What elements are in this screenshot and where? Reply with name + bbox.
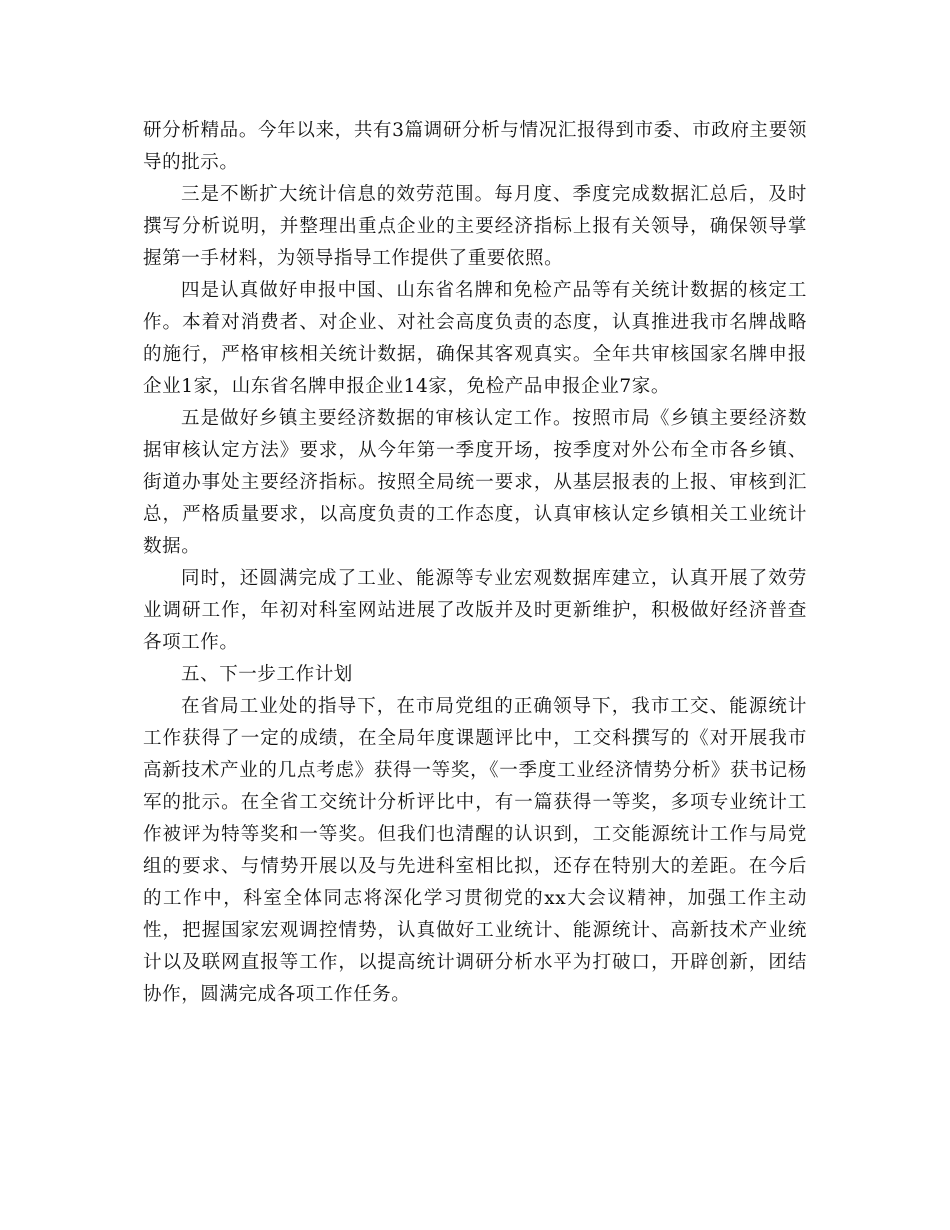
paragraph-point-five: 五是做好乡镇主要经济数据的审核认定工作。按照市局《乡镇主要经济数据审核认定方法》要求，从今年第一季度开场，按季度对外公布全市各乡镇、街道办事处主要经济指标。按照全局统一要求，从基层报表的上报、审核到汇总，严格质量要求，以高度负责的工作态度，认真审核认定乡镇相关工业统计数据。 bbox=[143, 408, 807, 557]
paragraph-point-three: 三是不断扩大统计信息的效劳范围。每月度、季度完成数据汇总后，及时撰写分析说明，并整理出重点企业的主要经济指标上报有关领导，确保领导掌握第一手材料，为领导指导工作提供了重要依照。 bbox=[143, 184, 807, 269]
document-page bbox=[143, 115, 807, 1011]
section-heading-next-plan: 五、下一步工作计划 bbox=[181, 664, 353, 685]
paragraph-plan-body: 在省局工业处的指导下，在市局党组的正确领导下，我市工交、能源统计工作获得了一定的成绩，在全局年度课题评比中，工交科撰写的《对开展我市高新技术产业的几点考虑》获得一等奖，《一季度工业经济情势分析》获书记杨军的批示。在全省工交统计分析评比中，有一篇获得一等奖，多项专业统计工作被评为特等奖和一等奖。但我们也清醒的认识到，工交能源统计工作与局党组的要求、与情势开展以及与先进科室相比拟，还存在特别大的差距。在今后的工作中，科室全体同志将深化学习贯彻党的xx大会议精神，加强工作主动性，把握国家宏观调控情势，认真做好工业统计、能源统计、高新技术产业统计以及联网直报等工作，以提高统计调研分析水平为打破口，开辟创新，团结协作，圆满完成各项工作任务。 bbox=[143, 696, 807, 1005]
paragraph-point-four: 四是认真做好申报中国、山东省名牌和免检产品等有关统计数据的核定工作。本着对消费者、对企业、对社会高度负责的态度，认真推进我市名牌战略的施行，严格审核相关统计数据，确保其客观真实。全年共审核国家名牌申报企业1家，山东省名牌申报企业14家，免检产品申报企业7家。 bbox=[143, 280, 807, 397]
paragraph-research-results: 研分析精品。今年以来，共有3篇调研分析与情况汇报得到市委、市政府主要领导的批示。 bbox=[143, 120, 807, 173]
paragraph-additional-work: 同时，还圆满完成了工业、能源等专业宏观数据库建立，认真开展了效劳业调研工作，年初对科室网站进展了改版并及时更新维护，积极做好经济普查各项工作。 bbox=[143, 568, 807, 653]
